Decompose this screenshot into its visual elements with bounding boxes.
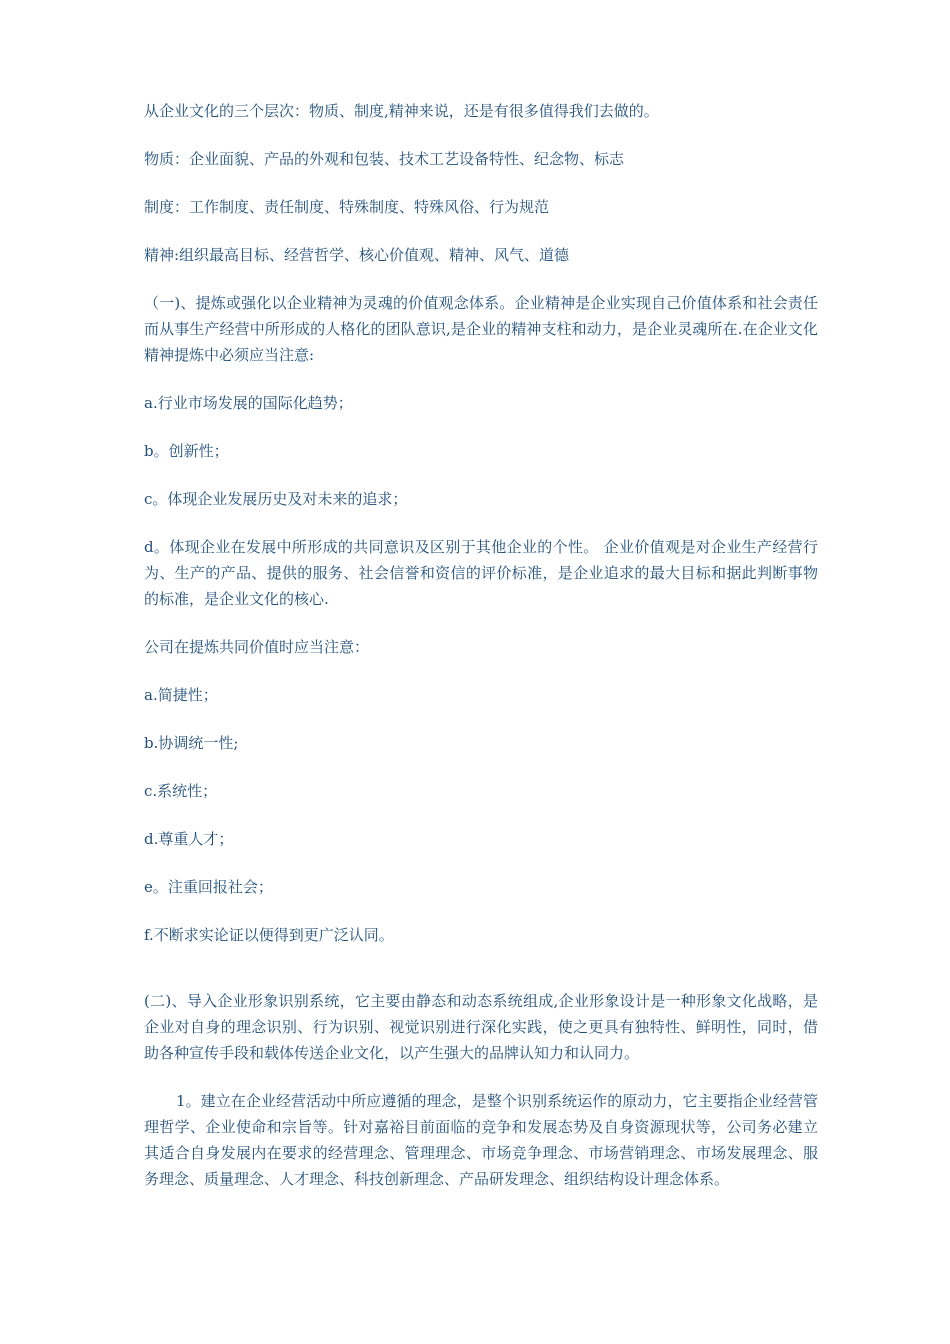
value-item-e: e。注重回报社会；	[144, 878, 273, 896]
list-item-b: b。创新性；	[144, 442, 229, 460]
list-item-d: d。体现企业在发展中所形成的共同意识及区别于其他企业的个性。 企业价值观是对企业生产经营行为、生产的产品、提供的服务、社会信誉和资信的评价标准，是企业追求的最大目标和据此判断事物的标准，是企业文化的核心.	[144, 538, 818, 608]
material-level-paragraph: 物质：企业面貌、产品的外观和包装、技术工艺设备特性、纪念物、标志	[144, 150, 625, 168]
list-item-c: c。体现企业发展历史及对未来的追求；	[144, 490, 408, 508]
list-item-a: a.行业市场发展的国际化趋势；	[144, 394, 353, 412]
section-one-paragraph: （一)、提炼或强化以企业精神为灵魂的价值观念体系。企业精神是企业实现自己价值体系和社会责任而从事生产经营中所形成的人格化的团队意识,是企业的精神支柱和动力，是企业灵魂所在.在企业文化精神提炼中必须应当注意:	[144, 294, 818, 364]
value-note-heading: 公司在提炼共同价值时应当注意：	[144, 638, 370, 656]
system-level-paragraph: 制度：工作制度、责任制度、特殊制度、特殊风俗、行为规范	[144, 198, 550, 216]
section-two-item-1: 1。建立在企业经营活动中所应遵循的理念，是整个识别系统运作的原动力，它主要指企业经营管理哲学、企业使命和宗旨等。针对嘉裕目前面临的竞争和发展态势及自身资源现状等，公司务必建立其适合自身发展内在要求的经营理念、管理理念、市场竞争理念、市场营销理念、市场发展理念、服务理念、质量理念、人才理念、科技创新理念、产品研发理念、组织结构设计理念体系。	[144, 1092, 818, 1188]
section-two-paragraph: (二)、导入企业形象识别系统，它主要由静态和动态系统组成,企业形象设计是一种形象文化战略，是企业对自身的理念识别、行为识别、视觉识别进行深化实践，使之更具有独特性、鲜明性，同时，借助各种宣传手段和载体传送企业文化，以产生强大的品牌认知力和认同力。	[144, 992, 818, 1062]
value-item-d: d.尊重人才；	[144, 830, 234, 848]
value-item-f: f.不断求实论证以便得到更广泛认同。	[144, 926, 394, 944]
value-item-c: c.系统性；	[144, 782, 218, 800]
value-item-b: b.协调统一性;	[144, 734, 239, 752]
document-page	[144, 98, 818, 1214]
value-item-a: a.简捷性；	[144, 686, 218, 704]
spirit-level-paragraph: 精神:组织最高目标、经营哲学、核心价值观、精神、风气、道德	[144, 246, 570, 264]
intro-paragraph: 从企业文化的三个层次：物质、制度,精神来说，还是有很多值得我们去做的。	[144, 102, 659, 120]
